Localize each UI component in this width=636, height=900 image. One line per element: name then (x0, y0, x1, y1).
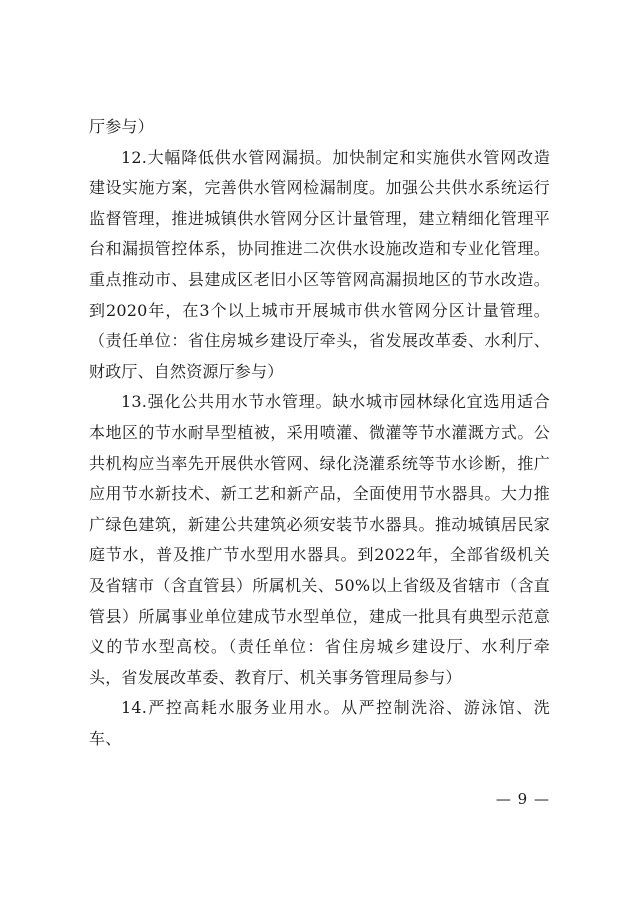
page-number: — 9 — (495, 790, 550, 808)
paragraph-item-13: 13.强化公共用水节水管理。缺水城市园林绿化宜选用适合本地区的节水耐旱型植被，采用喷灌、微灌等节水灌溉方式。公共机构应当率先开展供水管网、绿化浇灌系统等节水诊断，推广应用节水新技术、新工艺和新产品，全面使用节水器具。大力推广绿色建筑，新建公共建筑必须安装节水器具。推动城镇居民家庭节水，普及推广节水型用水器具。到2022年，全部省级机关及省辖市（含直管县）所属机关、50%以上省级及省辖市（含直管县）所属事业单位建成节水型单位，建成一批具有典型示范意义的节水型高校。（责任单位：省住房城乡建设厅、水利厅牵头，省发展改革委、教育厅、机关事务管理局参与） (89, 392, 550, 687)
paragraph-item-14: 14.严控高耗水服务业用水。从严控制洗浴、游泳馆、洗车、 (89, 698, 550, 748)
paragraph-item-12: 12.大幅降低供水管网漏损。加快制定和实施供水管网改造建设实施方案，完善供水管网检漏制度。加强公共供水系统运行监督管理，推进城镇供水管网分区计量管理，建立精细化管理平台和漏损管控体系，协同推进二次供水设施改造和专业化管理。重点推动市、县建成区老旧小区等管网高漏损地区的节水改造。到2020年，在3个以上城市开展城市供水管网分区计量管理。（责任单位：省住房城乡建设厅牵头，省发展改革委、水利厅、财政厅、自然资源厅参与） (89, 147, 550, 381)
body-text (89, 112, 550, 754)
paragraph-continuation: 厅参与） (89, 117, 154, 136)
